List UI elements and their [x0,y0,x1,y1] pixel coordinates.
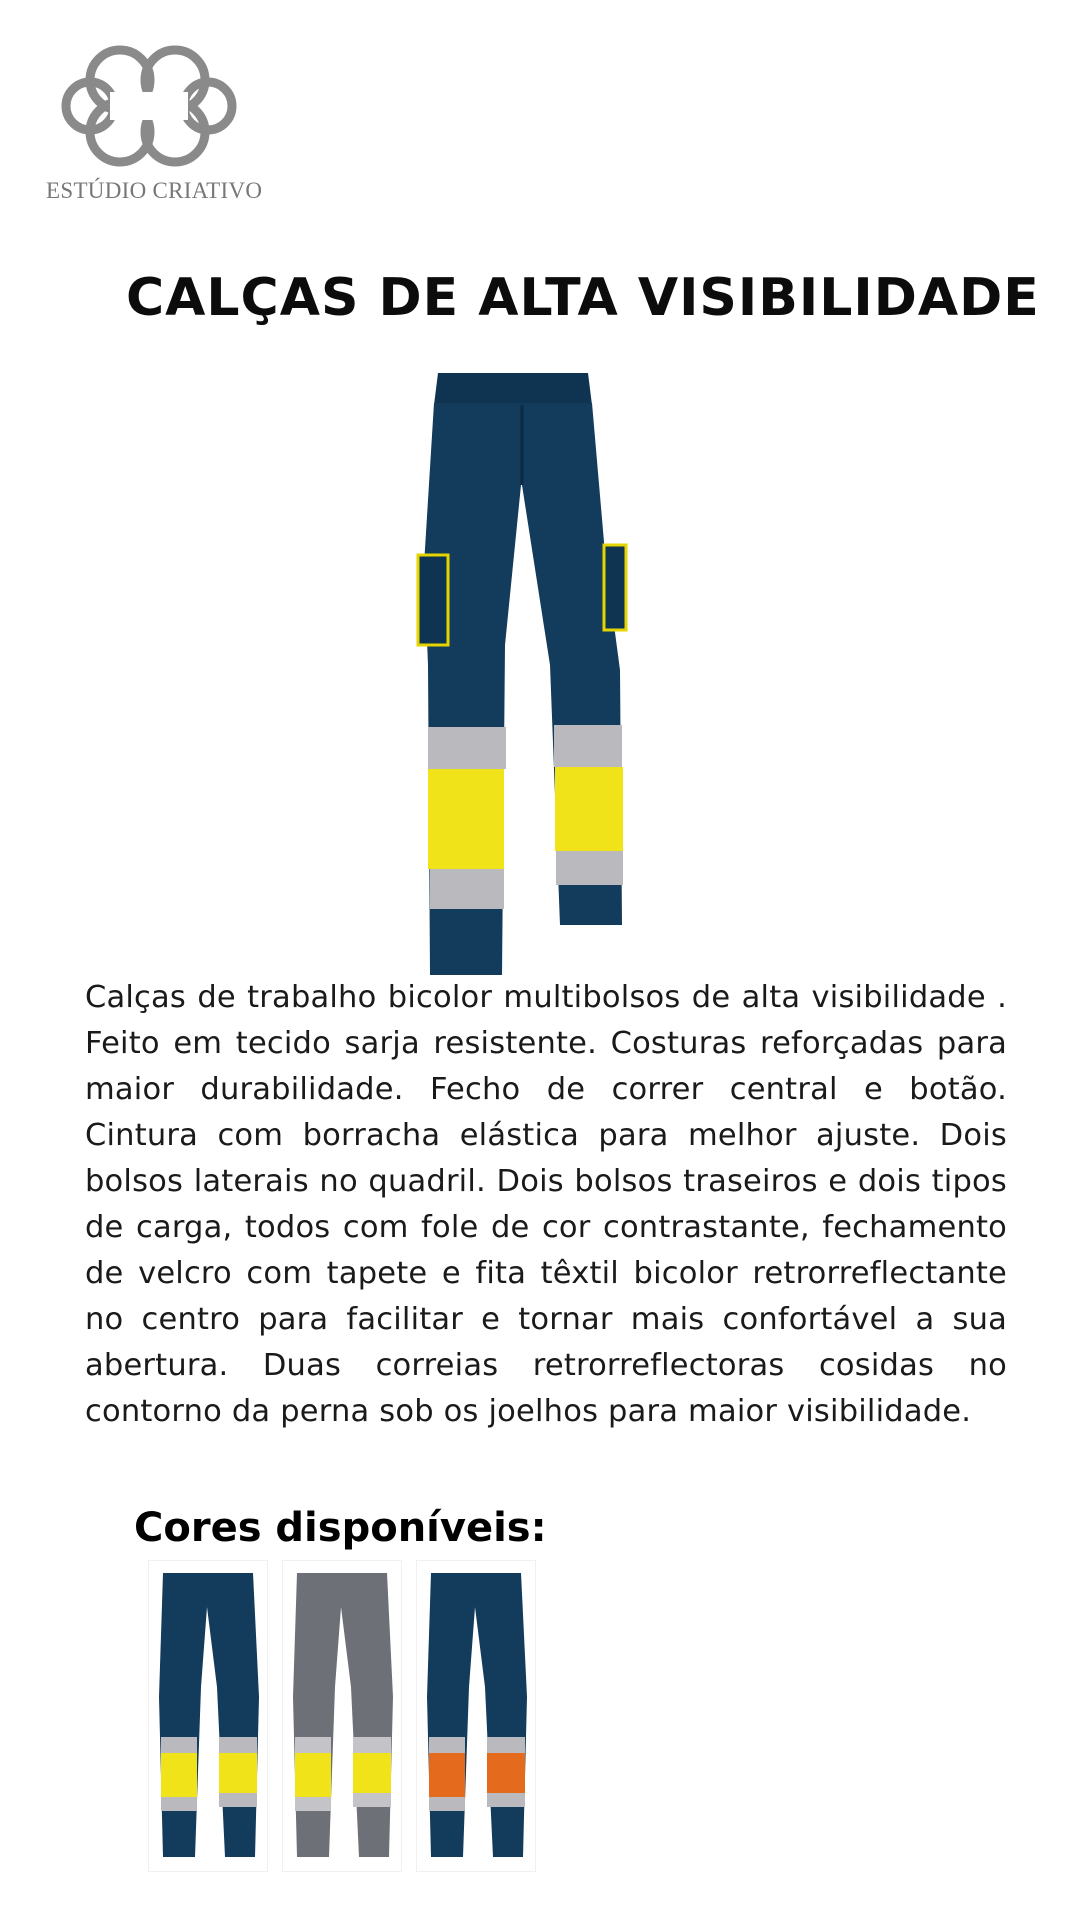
color-option-gray-yellow[interactable] [282,1560,402,1872]
product-image [410,365,650,985]
brand-logo [40,40,280,210]
four-ring-knot-icon [50,40,250,170]
gray-yellow-pants-icon [289,1567,395,1863]
color-option-navy-yellow[interactable] [148,1560,268,1872]
colors-heading: Cores disponíveis: [134,1505,547,1551]
navy-yellow-pants-icon [155,1567,261,1863]
page-title: CALÇAS DE ALTA VISIBILIDADE [126,268,1040,328]
work-pants-icon [410,365,650,985]
product-description: Calças de trabalho bicolor multibolsos de alta visibilidade . Feito em tecido sarja resistente. Costuras reforçadas para maior durabilidade. Fecho de correr central e botão. Cintura com borracha elástica para melhor ajuste. Dois bolsos laterais no quadril. Dois bolsos traseiros e dois tipos de carga, todos com fole de cor contrastante, fechamento de velcro com tapete e fita têxtil bicolor retrorreflectante no centro para facilitar e tornar mais confortável a sua abertura. Duas correias retrorreflectoras cosidas no contorno da perna sob os joelhos para maior visibilidade. [85,980,1007,1429]
color-swatches [148,1560,548,1870]
brand-name: ESTÚDIO CRIATIVO [46,178,263,203]
navy-orange-pants-icon [423,1567,529,1863]
color-option-navy-orange[interactable] [416,1560,536,1872]
